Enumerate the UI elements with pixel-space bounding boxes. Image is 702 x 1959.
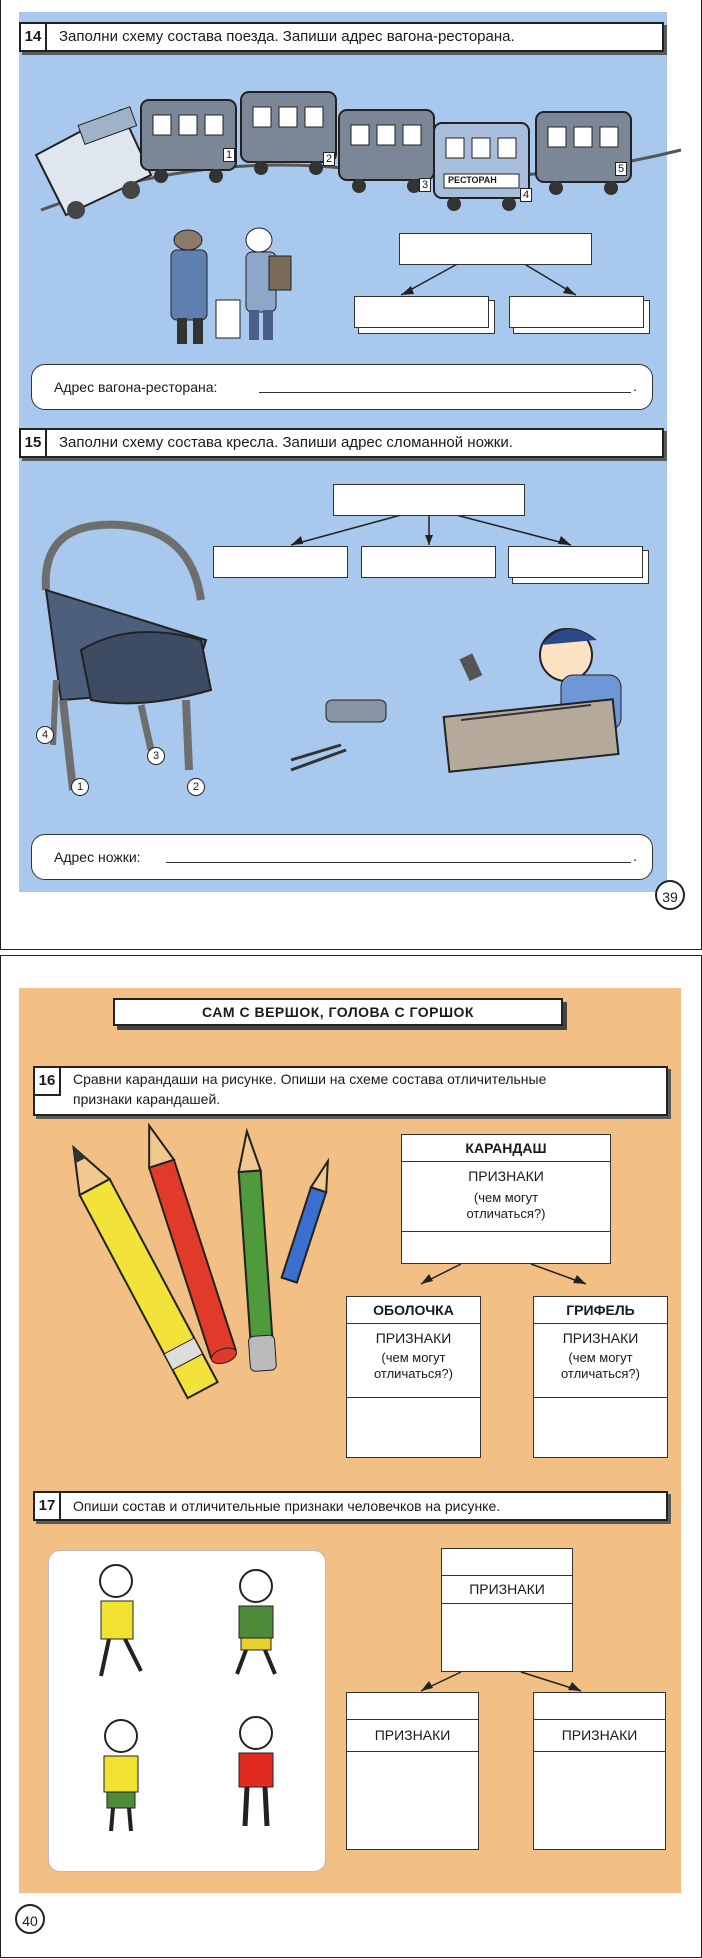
page-40-title: САМ С ВЕРШОК, ГОЛОВА С ГОРШОК xyxy=(113,998,563,1026)
man-4 xyxy=(239,1717,273,1826)
task-14-text: Заполни схему состава поезда. Запиши адрес вагона-ресторана. xyxy=(59,28,515,45)
page-number-39: 39 xyxy=(655,880,685,910)
page-40 xyxy=(0,955,702,1958)
pencil-scheme-root-hint-2: отличаться?) xyxy=(466,1206,546,1221)
men-scheme-right-top xyxy=(534,1719,665,1720)
men-scheme-right[interactable] xyxy=(533,1692,666,1850)
men-scheme-left[interactable] xyxy=(346,1692,479,1850)
page-number-40: 40 xyxy=(15,1904,45,1934)
man-3 xyxy=(104,1720,138,1831)
page-39 xyxy=(0,0,702,950)
men-scheme-root-top xyxy=(442,1575,572,1576)
pencil-scheme-shell-title: ОБОЛОЧКА xyxy=(347,1297,480,1324)
pencil-scheme-root-title: КАРАНДАШ xyxy=(402,1135,610,1162)
leg-address-label: Адрес ножки: xyxy=(54,849,141,865)
task-17-number: 17 xyxy=(33,1491,61,1521)
pencil-scheme-lead-hint-1: (чем могут xyxy=(568,1350,633,1365)
men-scheme-right-divider xyxy=(534,1751,665,1752)
wagon-number-2: 2 xyxy=(323,152,335,166)
man-1 xyxy=(100,1565,141,1676)
chair-leg-label-3: 3 xyxy=(147,747,165,765)
restaurant-address-end: . xyxy=(633,378,637,394)
leg-address-field[interactable] xyxy=(31,834,653,880)
task-14-number: 14 xyxy=(19,22,47,52)
wagon-number-5: 5 xyxy=(615,162,627,176)
men-scheme-left-top xyxy=(347,1719,478,1720)
task-16-text-line-2: признаки карандашей. xyxy=(73,1091,221,1107)
task-17-text: Опиши состав и отличительные признаки человечков на рисунке. xyxy=(73,1498,501,1514)
men-scheme-root-divider xyxy=(442,1603,572,1604)
chair-scheme-arrows xyxy=(1,0,702,950)
men-scheme-right-label: ПРИЗНАКИ xyxy=(561,1727,638,1743)
chair-leg-label-4: 4 xyxy=(36,726,54,744)
pencil-scheme-lead-label: ПРИЗНАКИ xyxy=(562,1330,639,1346)
task-16-number: 16 xyxy=(33,1066,61,1096)
wagon-number-1: 1 xyxy=(223,148,235,162)
carpenter-illustration xyxy=(291,629,621,772)
chair-scheme-root-box[interactable] xyxy=(333,484,525,516)
task-15-text: Заполни схему состава кресла. Запиши адрес сломанной ножки. xyxy=(59,434,513,451)
restaurant-sign: РЕСТОРАН xyxy=(448,175,497,185)
chair-leg-label-2: 2 xyxy=(187,778,205,796)
chair-scheme-box-3[interactable] xyxy=(508,546,643,578)
pencil-scheme-root-label: ПРИЗНАКИ xyxy=(468,1168,544,1184)
pencil-scheme-shell-hint-1: (чем могут xyxy=(381,1350,446,1365)
pencil-scheme-lead-hint-2: отличаться?) xyxy=(560,1366,640,1381)
wagon-number-4: 4 xyxy=(520,188,532,202)
pencil-scheme-shell-label: ПРИЗНАКИ xyxy=(375,1330,452,1346)
pencil-scheme-shell-hint-2: отличаться?) xyxy=(373,1366,453,1381)
chair-scheme-box-1[interactable] xyxy=(213,546,348,578)
wagon-number-3: 3 xyxy=(419,178,431,192)
task-15-number: 15 xyxy=(19,428,47,458)
task-16-text-line-1: Сравни карандаши на рисунке. Опиши на схеме состава отличительные xyxy=(73,1071,547,1087)
men-scheme-root[interactable] xyxy=(441,1548,573,1672)
pencil-scheme-lead-title: ГРИФЕЛЬ xyxy=(534,1297,667,1324)
chair-leg-label-1: 1 xyxy=(71,778,89,796)
chair-scheme-box-2[interactable] xyxy=(361,546,496,578)
man-2 xyxy=(237,1570,275,1674)
leg-address-end: . xyxy=(633,848,637,864)
men-scheme-left-divider xyxy=(347,1751,478,1752)
men-scheme-root-label: ПРИЗНАКИ xyxy=(469,1581,545,1597)
leg-address-line xyxy=(166,862,631,863)
chair-illustration xyxy=(46,525,211,790)
men-scheme-left-label: ПРИЗНАКИ xyxy=(374,1727,451,1743)
pencil-scheme-root-hint-1: (чем могут xyxy=(473,1190,539,1205)
restaurant-address-label: Адрес вагона-ресторана: xyxy=(54,379,218,395)
